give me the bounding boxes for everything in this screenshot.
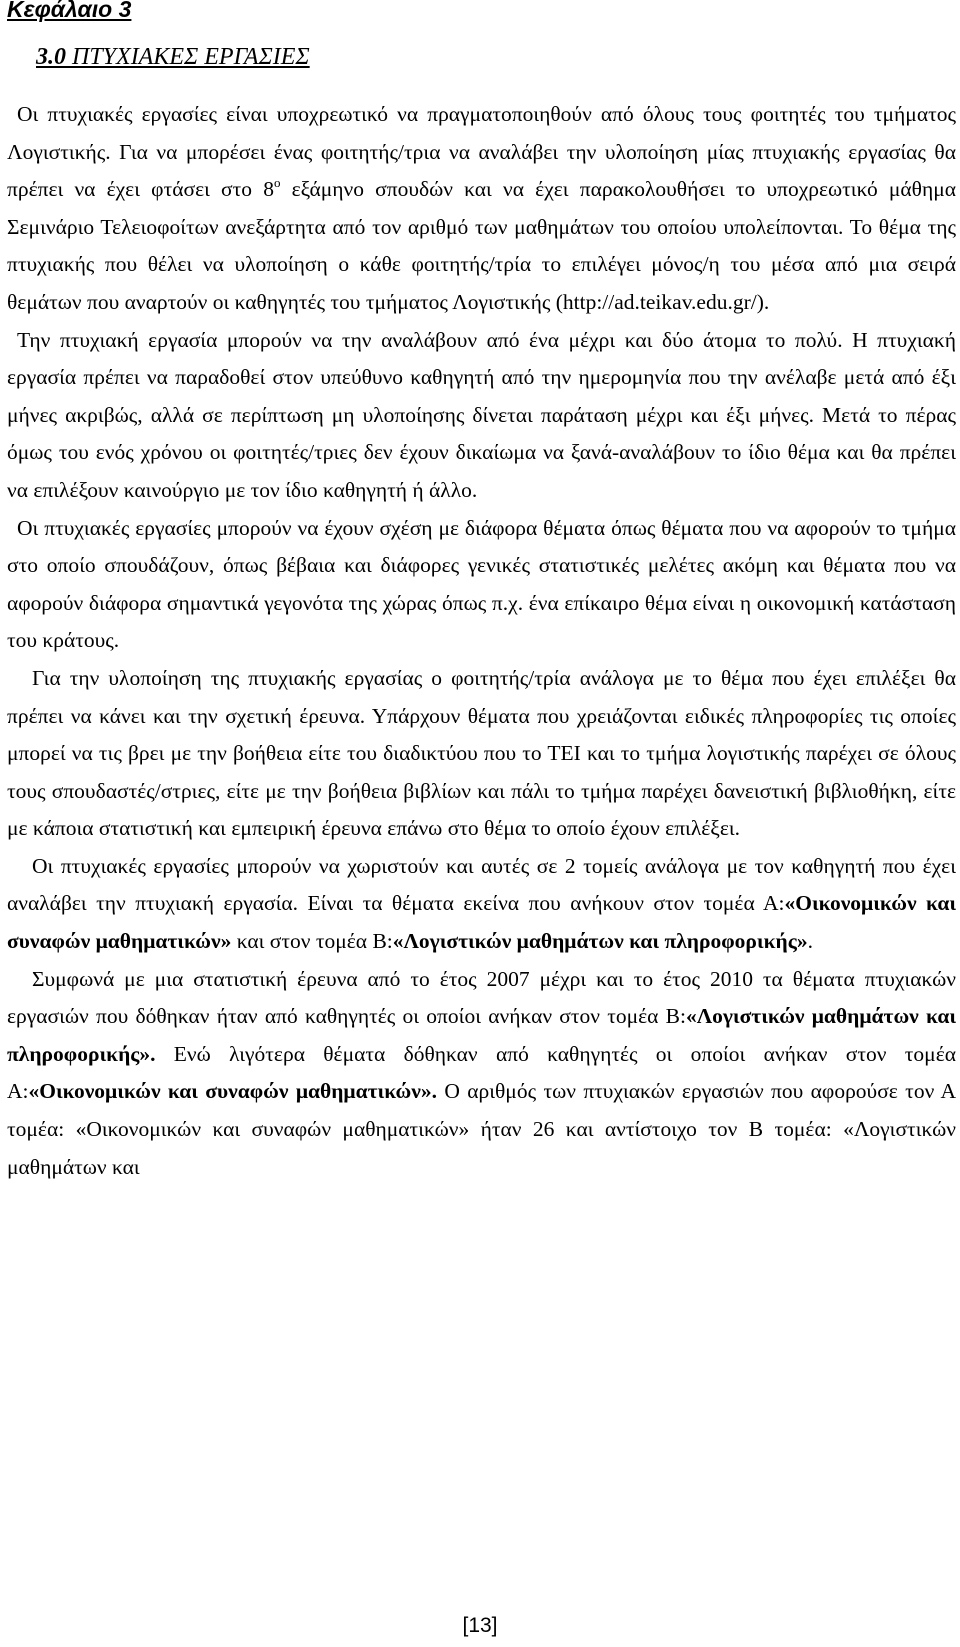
paragraph-6-text-a: Συμφωνά με μια στατιστική έρευνα από το έτος 2007 μέχρι και το έτος 2010 τα θέματα πτυχιακών εργασιών που δόθηκαν ήταν από καθηγητές οι οποίοι ανήκαν στον τομέα Β: <box>7 966 956 1029</box>
section-number: 3.0 <box>36 44 66 70</box>
paragraph-3: Οι πτυχιακές εργασίες μπορούν να έχουν σχέση με διάφορα θέματα όπως θέματα που να αφορούν το τμήμα στο οποίο σπουδάζουν, όπως βέβαια και διάφορες γενικές στατιστικές μελέτες ακόμη και θέματα που να αφορούν διάφορα σημαντικά γεγονότα της χώρας όπως π.χ. ένα επίκαιρο θέμα είναι η οικονομική κατάσταση του κράτους. <box>7 515 956 653</box>
paragraph-6-text-e: Ο αριθμός των πτυχιακών εργασιών που αφορούσε τον Α τομέα: «Οικονομικών και συναφών μαθηματικών» ήταν 26 και αντίστοιχο τον Β τομέα: «Λογιστικών μαθημάτων και <box>7 1079 956 1179</box>
paragraph-1-text-b: εξάμηνο σπουδών και να έχει παρακολουθήσει το υποχρεωτικό μάθημα Σεμινάριο Τελειοφοίτων ανεξάρτητα από τον αριθμό των μαθημάτων του οποίου υπολείπονται. Το θέμα της πτυχιακής που θέλει να υλοποίηση ο κάθε φοιτητής/τρία το επιλέγει μόνος/η του μέσα από μια σειρά θεμάτων που αναρτούν οι καθηγητές του τμήματος Λογιστικής (http://ad.teikav.edu.gr/). <box>7 177 956 314</box>
sector-a-name: «Οικονομικών και συναφών μαθηματικών» <box>7 891 956 954</box>
paragraph-5-text-a: Οι πτυχιακές εργασίες μπορούν να χωριστούν και αυτές σε 2 τομείς ανάλογα με τον καθηγητή που έχει αναλάβει την πτυχιακή εργασία. Είναι τα θέματα εκείνα που ανήκουν στον τομέα Α: <box>7 853 956 916</box>
paragraph-1 <box>7 96 956 322</box>
paragraph-5-text-e: . <box>807 929 813 954</box>
paragraph-4: Για την υλοποίηση της πτυχιακής εργασίας ο φοιτητής/τρία ανάλογα με το θέμα που έχει επιλέξει θα πρέπει να κάνει και την σχετική έρευνα. Υπάρχουν θέματα που χρειάζονται ειδικές πληροφορίες τις οποίες μπορεί να τις βρει με την βοήθεια είτε του διαδικτύου που το ΤΕΙ και το τμήμα λογιστικής παρέχει σε όλους τους σπουδαστές/στριες, είτε με την βοήθεια βιβλίων και πάλι το τμήμα παρέχει δανειστική βιβλιοθήκη, είτε με κάποια στατιστική και εμπειρική έρευνα επάνω στο θέμα το οποίο έχουν επιλέξει. <box>7 665 956 841</box>
chapter-label: Κεφάλαιο 3 <box>7 0 132 22</box>
ordinal-superscript: ο <box>273 175 281 191</box>
body-text <box>7 96 956 1186</box>
sector-a-name-repeat: «Οικονομικών και συναφών μαθηματικών». <box>28 1079 437 1104</box>
paragraph-1-text-a: Οι πτυχιακές εργασίες είναι υποχρεωτικό να πραγματοποιηθούν από όλους τους φοιτητές του τμήματος Λογιστικής. Για να μπορέσει ένας φοιτητής/τρια να αναλάβει την υλοποίηση μίας πτυχιακής εργασίας θα πρέπει να έχει φτάσει στο 8 <box>7 102 956 202</box>
page-number: [13] <box>462 1614 498 1637</box>
paragraph-2: Την πτυχιακή εργασία μπορούν να την αναλάβουν από ένα μέχρι και δύο άτομα το πολύ. Η πτυχιακή εργασία πρέπει να παραδοθεί στον υπεύθυνο καθηγητή από την ημερομηνία που την ανέλαβε μετά από έξι μήνες ακριβώς, αλλά σε περίπτωση μη υλοποίησης δίνεται παράταση μέχρι και έξι μήνες. Μετά το πέρας όμως του ενός χρόνου οι φοιτητές/τριες δεν έχουν δικαίωμα να ξανά-αναλάβουν το ίδιο θέμα και θα πρέπει να επιλέξουν καινούργιο με τον ίδιο καθηγητή ή άλλο. <box>7 327 956 502</box>
paragraph-5 <box>7 848 956 961</box>
section-heading <box>36 44 310 71</box>
sector-b-name: «Λογιστικών μαθημάτων και πληροφορικής» <box>392 929 808 954</box>
paragraph-6-text-c: Ενώ λιγότερα θέματα δόθηκαν από καθηγητές οι οποίοι ανήκαν στον τομέα Α: <box>7 1041 956 1104</box>
sector-b-name-repeat: «Λογιστικών μαθημάτων και πληροφορικής». <box>7 1004 956 1066</box>
section-title: ΠΤΥΧΙΑΚΕΣ ΕΡΓΑΣΙΕΣ <box>72 44 310 70</box>
paragraph-5-text-c: και στον τομέα Β: <box>231 929 393 954</box>
paragraph-6 <box>7 961 956 1187</box>
